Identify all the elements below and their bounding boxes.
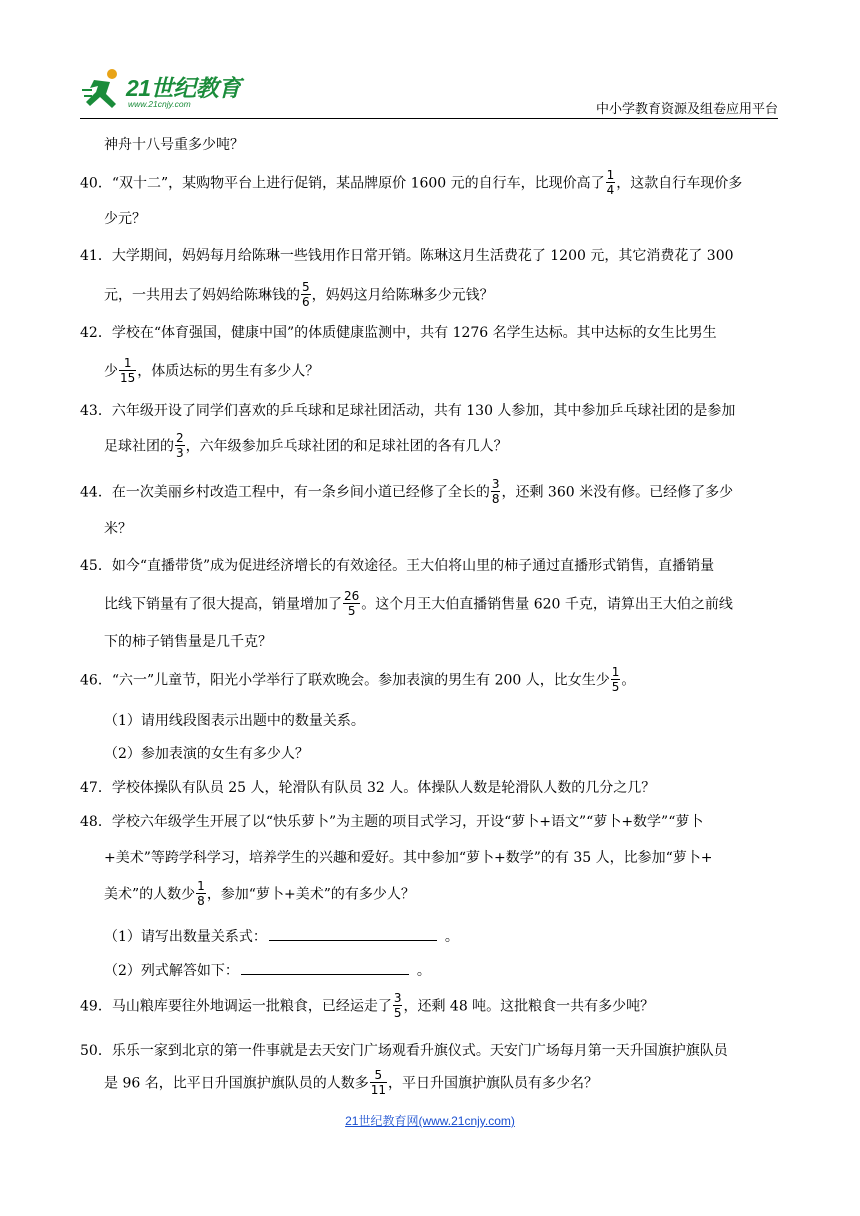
q44-fraction: $\frac{3}{8}$ (491, 477, 500, 506)
q41-text-a: 41．大学期间，妈妈每月给陈琳一些钱用作日常开销。陈琳这月生活费花了 1200 元，其它消费花了 300 (80, 248, 734, 264)
q45-text-b: 比线下销量有了很大提高，销量增加了 (104, 596, 342, 613)
running-figure-icon (80, 66, 126, 112)
q46-fraction: $\frac{1}{5}$ (611, 665, 620, 694)
q43-fraction: $\frac{2}{3}$ (176, 431, 184, 460)
q43-text-b: 足球社团的 (104, 438, 174, 455)
q48-answer-blank-1[interactable] (269, 928, 437, 941)
q45-text-d: 下的柿子销售量是几千克？ (104, 634, 272, 650)
q48-end-2: 。 (416, 963, 431, 979)
q48-text-d: ，参加“萝卜+美术”的有多少人？ (206, 886, 415, 903)
q40-fraction: $\frac{1}{4}$ (606, 168, 615, 197)
q42-fraction: $\frac{1}{15}$ (120, 356, 136, 385)
q42-text-b: 少 (104, 363, 118, 380)
q40-text-a: 40．“双十二”，某购物平台上进行促销，某品牌原价 1600 元的自行车，比现价高了 (80, 175, 605, 192)
q50-text-b: 是 96 名，比平日升国旗护旗队员的人数多 (104, 1075, 369, 1092)
q39-tail: 神舟十八号重多少吨？ (104, 137, 244, 153)
logo-url: www.21cnjy.com (128, 99, 191, 109)
platform-title: 中小学教育资源及组卷应用平台 (595, 101, 778, 116)
q48-answer-blank-2[interactable] (241, 962, 409, 975)
q45-text-c: 。这个月王大伯直播销售量 620 千克，请算出王大伯之前线 (361, 596, 733, 613)
q48-text-b: +美术”等跨学科学习，培养学生的兴趣和爱好。其中参加“萝卜+数学”的有 35 人，比参加“萝卜+ (104, 850, 713, 866)
q48-text-a: 48．学校六年级学生开展了以“快乐萝卜”为主题的项目式学习，开设“萝卜+语文”“萝卜+数学”“萝卜 (80, 814, 704, 830)
logo-name: 21世纪教育 (126, 75, 241, 101)
q42-text-c: ，体质达标的男生有多少人？ (137, 363, 320, 380)
q41-text-b: 元，一共用去了妈妈给陈琳钱的 (104, 287, 300, 304)
q45-text-a: 45．如今“直播带货”成为促进经济增长的有效途径。王大伯将山里的柿子通过直播形式销售，直播销量 (80, 558, 715, 574)
question-47: 47．学校体操队有队员 25 人，轮滑队有队员 32 人。体操队人数是轮滑队人数的几分之几？ (80, 780, 656, 796)
footer (0, 1112, 860, 1129)
footer-link[interactable]: 21世纪教育网(www.21cnjy.com) (345, 1114, 515, 1128)
q46-text-a: 46．“六一”儿童节，阳光小学举行了联欢晚会。参加表演的男生有 200 人，比女生少 (80, 672, 610, 689)
q48-text-c: 美术”的人数少 (104, 886, 196, 903)
q49-text-b: ，还剩 48 吨。这批粮食一共有多少吨？ (403, 998, 655, 1015)
header-divider (80, 118, 778, 119)
q41-text-c: ，妈妈这月给陈琳多少元钱？ (311, 287, 494, 304)
q48-sub-2: （2）列式解答如下： (104, 963, 239, 979)
q48-end-1: 。 (444, 929, 459, 945)
q49-fraction: $\frac{3}{5}$ (393, 991, 402, 1020)
q48-sub-1: （1）请写出数量关系式： (104, 929, 267, 945)
q43-text-a: 43．六年级开设了同学们喜欢的乒乓球和足球社团活动，共有 130 人参加，其中参加乒乓球社团的是参加 (80, 403, 736, 419)
q41-fraction: $\frac{5}{6}$ (302, 280, 310, 309)
q40-text-c: 少元？ (104, 211, 146, 227)
q50-text-a: 50．乐乐一家到北京的第一件事就是去天安门广场观看升旗仪式。天安门广场每月第一天升国旗护旗队员 (80, 1043, 728, 1059)
q46-text-b: 。 (621, 672, 636, 689)
q46-sub-2: （2）参加表演的女生有多少人？ (104, 746, 309, 762)
q50-text-c: ，平日升国旗护旗队员有多少名？ (388, 1075, 598, 1092)
q48-fraction: $\frac{1}{8}$ (197, 879, 205, 908)
q46-sub-1: （1）请用线段图表示出题中的数量关系。 (104, 713, 365, 729)
q45-fraction: $\frac{26}{5}$ (344, 589, 360, 618)
q40-text-b: ，这款自行车现价多 (616, 175, 743, 192)
q44-text-b: ，还剩 360 米没有修。已经修了多少 (501, 484, 734, 501)
q49-text-a: 49．马山粮库要往外地调运一批粮食，已经运走了 (80, 998, 392, 1015)
q42-text-a: 42．学校在“体育强国，健康中国”的体质健康监测中，共有 1276 名学生达标。其中达标的女生比男生 (80, 325, 717, 341)
q43-text-c: ，六年级参加乒乓球社团的和足球社团的各有几人？ (185, 438, 508, 455)
q44-text-a: 44．在一次美丽乡村改造工程中，有一条乡间小道已经修了全长的 (80, 484, 490, 501)
site-logo (80, 66, 250, 116)
q44-text-c: 米？ (104, 521, 132, 537)
q50-fraction: $\frac{5}{11}$ (370, 1068, 386, 1097)
